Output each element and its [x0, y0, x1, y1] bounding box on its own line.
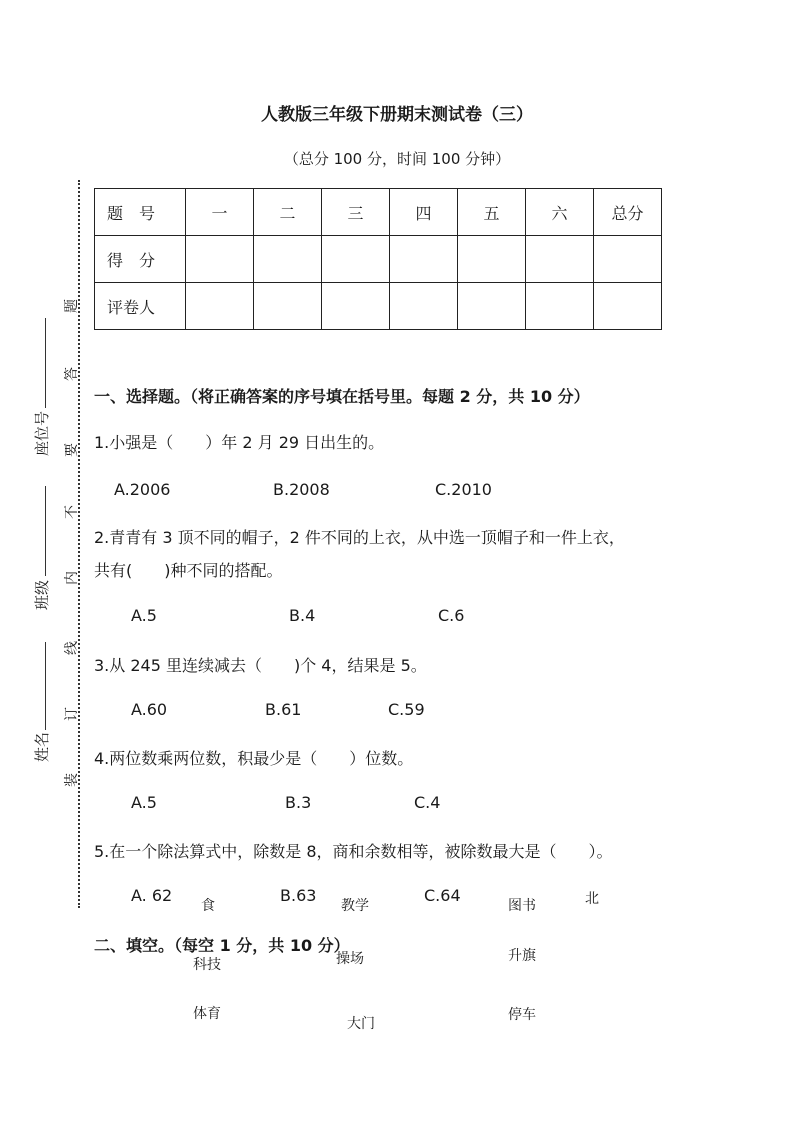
option: C.59 — [388, 700, 425, 719]
grader-input-cell[interactable] — [526, 283, 594, 330]
class-label: 班级 — [33, 579, 51, 610]
option: A.2006 — [114, 480, 171, 499]
table-cell: 四 — [390, 189, 458, 236]
option: A.5 — [131, 606, 157, 625]
binding-word: 答 — [64, 367, 80, 381]
option: B.3 — [285, 793, 312, 812]
option: C.2010 — [435, 480, 492, 499]
option: A.5 — [131, 793, 157, 812]
map-label: 图书 — [508, 898, 536, 914]
map-label: 教学 — [341, 898, 369, 914]
score-input-cell[interactable] — [526, 236, 594, 283]
binding-dotted-line — [78, 180, 80, 908]
table-cell: 得 分 — [95, 236, 186, 283]
option: A.60 — [131, 700, 168, 719]
table-cell: 二 — [254, 189, 322, 236]
score-table — [94, 188, 662, 330]
binding-word: 内 — [64, 571, 80, 585]
exam-subtitle: （总分 100 分，时间 100 分钟） — [283, 150, 511, 168]
seat-blank-line — [45, 318, 46, 408]
table-cell: 六 — [526, 189, 594, 236]
section-heading: 二、填空。（每空 1 分，共 10 分） — [94, 936, 350, 955]
option: C.6 — [438, 606, 465, 625]
option: A. 62 — [131, 886, 173, 905]
question-text: 1.小强是（ ）年 2 月 29 日出生的。 — [94, 433, 385, 452]
option: B.4 — [289, 606, 316, 625]
score-input-cell[interactable] — [254, 236, 322, 283]
section-heading: 一、选择题。（将正确答案的序号填在括号里。每题 2 分，共 10 分） — [94, 387, 590, 406]
binding-word: 不 — [64, 505, 80, 519]
score-input-cell[interactable] — [322, 236, 390, 283]
map-label: 食 — [201, 898, 215, 914]
map-label: 科技 — [193, 957, 221, 973]
grader-input-cell[interactable] — [594, 283, 662, 330]
grader-input-cell[interactable] — [390, 283, 458, 330]
question-text: 共有( )种不同的搭配。 — [94, 561, 283, 580]
score-input-cell[interactable] — [186, 236, 254, 283]
table-cell: 评卷人 — [95, 283, 186, 330]
name-label: 姓名 — [33, 731, 51, 762]
grader-input-cell[interactable] — [322, 283, 390, 330]
table-cell: 总分 — [594, 189, 662, 236]
exam-title: 人教版三年级下册期末测试卷（三） — [261, 105, 533, 125]
grader-input-cell[interactable] — [186, 283, 254, 330]
score-input-cell[interactable] — [594, 236, 662, 283]
table-cell: 三 — [322, 189, 390, 236]
binding-word: 订 — [64, 707, 80, 721]
seat-label: 座位号 — [33, 410, 51, 456]
option: B.61 — [265, 700, 302, 719]
binding-word: 要 — [64, 443, 80, 457]
map-label: 操场 — [336, 951, 364, 967]
question-text: 3.从 245 里连续减去（ )个 4，结果是 5。 — [94, 656, 427, 675]
binding-word: 线 — [64, 641, 80, 655]
score-table-header-row — [95, 189, 662, 236]
map-label: 大门 — [347, 1016, 375, 1032]
grader-input-cell[interactable] — [254, 283, 322, 330]
map-label: 升旗 — [508, 948, 536, 964]
map-label: 北 — [585, 891, 599, 907]
option: B.2008 — [273, 480, 330, 499]
question-text: 5.在一个除法算式中，除数是 8，商和余数相等，被除数最大是（ ）。 — [94, 842, 613, 861]
option: C.64 — [424, 886, 461, 905]
name-blank-line — [45, 642, 46, 730]
binding-word: 装 — [64, 773, 80, 787]
option: B.63 — [280, 886, 317, 905]
score-input-cell[interactable] — [458, 236, 526, 283]
table-cell: 题 号 — [95, 189, 186, 236]
map-label: 停车 — [508, 1007, 536, 1023]
score-table-row — [95, 283, 662, 330]
question-text: 2.青青有 3 顶不同的帽子，2 件不同的上衣，从中选一顶帽子和一件上衣， — [94, 528, 625, 547]
grader-input-cell[interactable] — [458, 283, 526, 330]
class-blank-line — [45, 486, 46, 576]
score-input-cell[interactable] — [390, 236, 458, 283]
question-text: 4.两位数乘两位数，积最少是（ ）位数。 — [94, 749, 414, 768]
map-label: 体育 — [193, 1006, 221, 1022]
table-cell: 一 — [186, 189, 254, 236]
score-table-row — [95, 236, 662, 283]
binding-word: 题 — [64, 299, 80, 313]
table-cell: 五 — [458, 189, 526, 236]
option: C.4 — [414, 793, 441, 812]
